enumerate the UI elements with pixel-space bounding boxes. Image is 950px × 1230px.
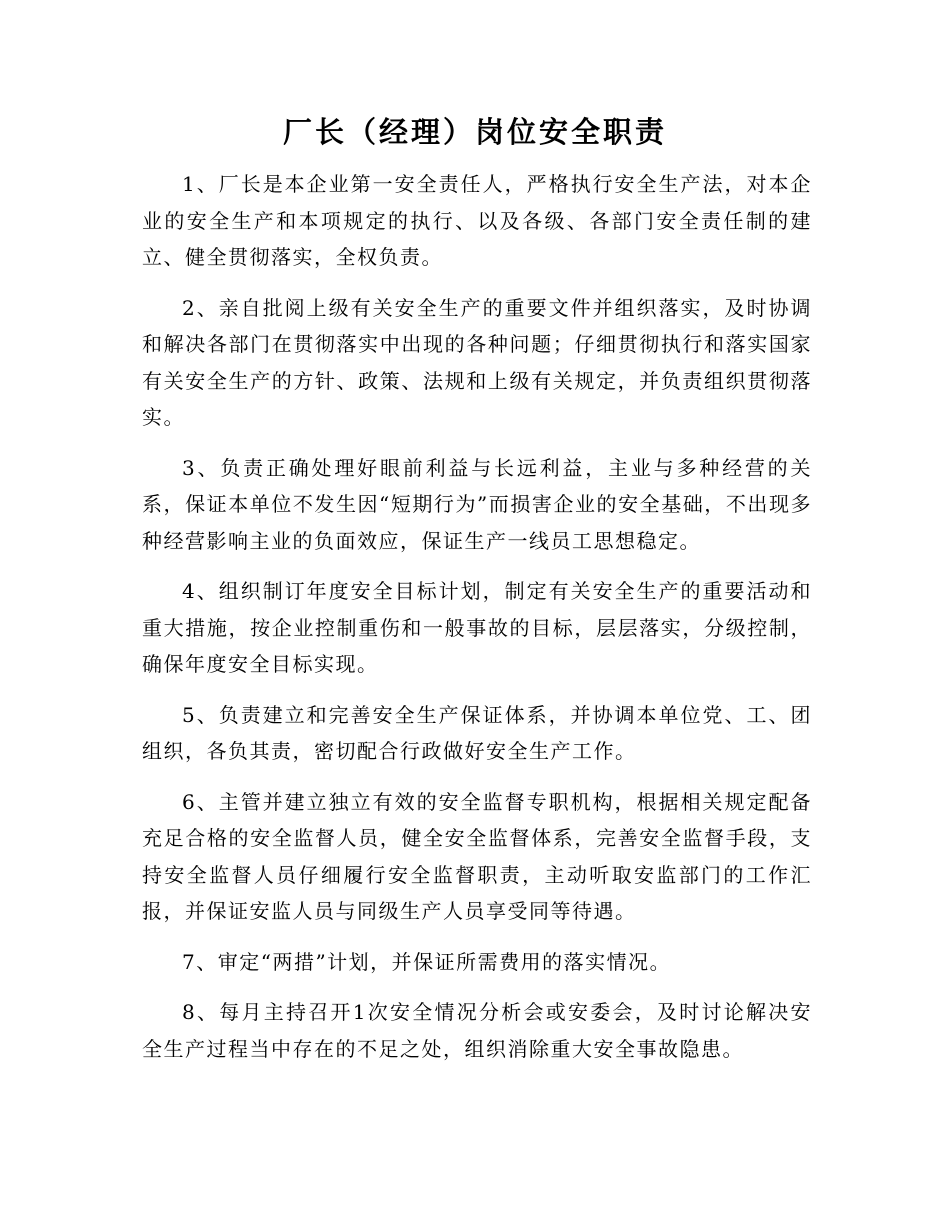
- paragraph-7: 7、审定“两措”计划，并保证所需费用的落实情况。: [182, 949, 672, 974]
- document-body: [142, 166, 812, 1081]
- paragraph-6: 6、主管并建立独立有效的安全监督专职机构，根据相关规定配备充足合格的安全监督人员，健全安全监督体系，完善安全监督手段，支持安全监督人员仔细履行安全监督职责，主动听取安监部门的工作汇报，并保证安监人员与同级生产人员享受同等待遇。: [142, 789, 812, 923]
- paragraph-8: 8、每月主持召开1次安全情况分析会或安委会，及时讨论解决安全生产过程当中存在的不足之处，组织消除重大安全事故隐患。: [142, 1000, 812, 1061]
- paragraph-3: 3、负责正确处理好眼前利益与长远利益，主业与多种经营的关系，保证本单位不发生因“短期行为”而损害企业的安全基础，不出现多种经营影响主业的负面效应，保证生产一线员工思想稳定。: [142, 455, 812, 553]
- paragraph-2: 2、亲自批阅上级有关安全生产的重要文件并组织落实，及时协调和解决各部门在贯彻落实中出现的各种问题；仔细贯彻执行和落实国家有关安全生产的方针、政策、法规和上级有关规定，并负责组织贯彻落实。: [142, 295, 812, 429]
- paragraph-1: 1、厂长是本企业第一安全责任人，严格执行安全生产法，对本企业的安全生产和本项规定的执行、以及各级、各部门安全责任制的建立、健全贯彻落实，全权负责。: [142, 172, 812, 269]
- paragraph-4: 4、组织制订年度安全目标计划，制定有关安全生产的重要活动和重大措施，按企业控制重伤和一般事故的目标，层层落实，分级控制，确保年度安全目标实现。: [142, 579, 812, 676]
- document-title: 厂长（经理）岗位安全职责: [282, 115, 667, 149]
- paragraph-5: 5、负责建立和完善安全生产保证体系，并协调本单位党、工、团组织，各负其责，密切配合行政做好安全生产工作。: [142, 702, 812, 763]
